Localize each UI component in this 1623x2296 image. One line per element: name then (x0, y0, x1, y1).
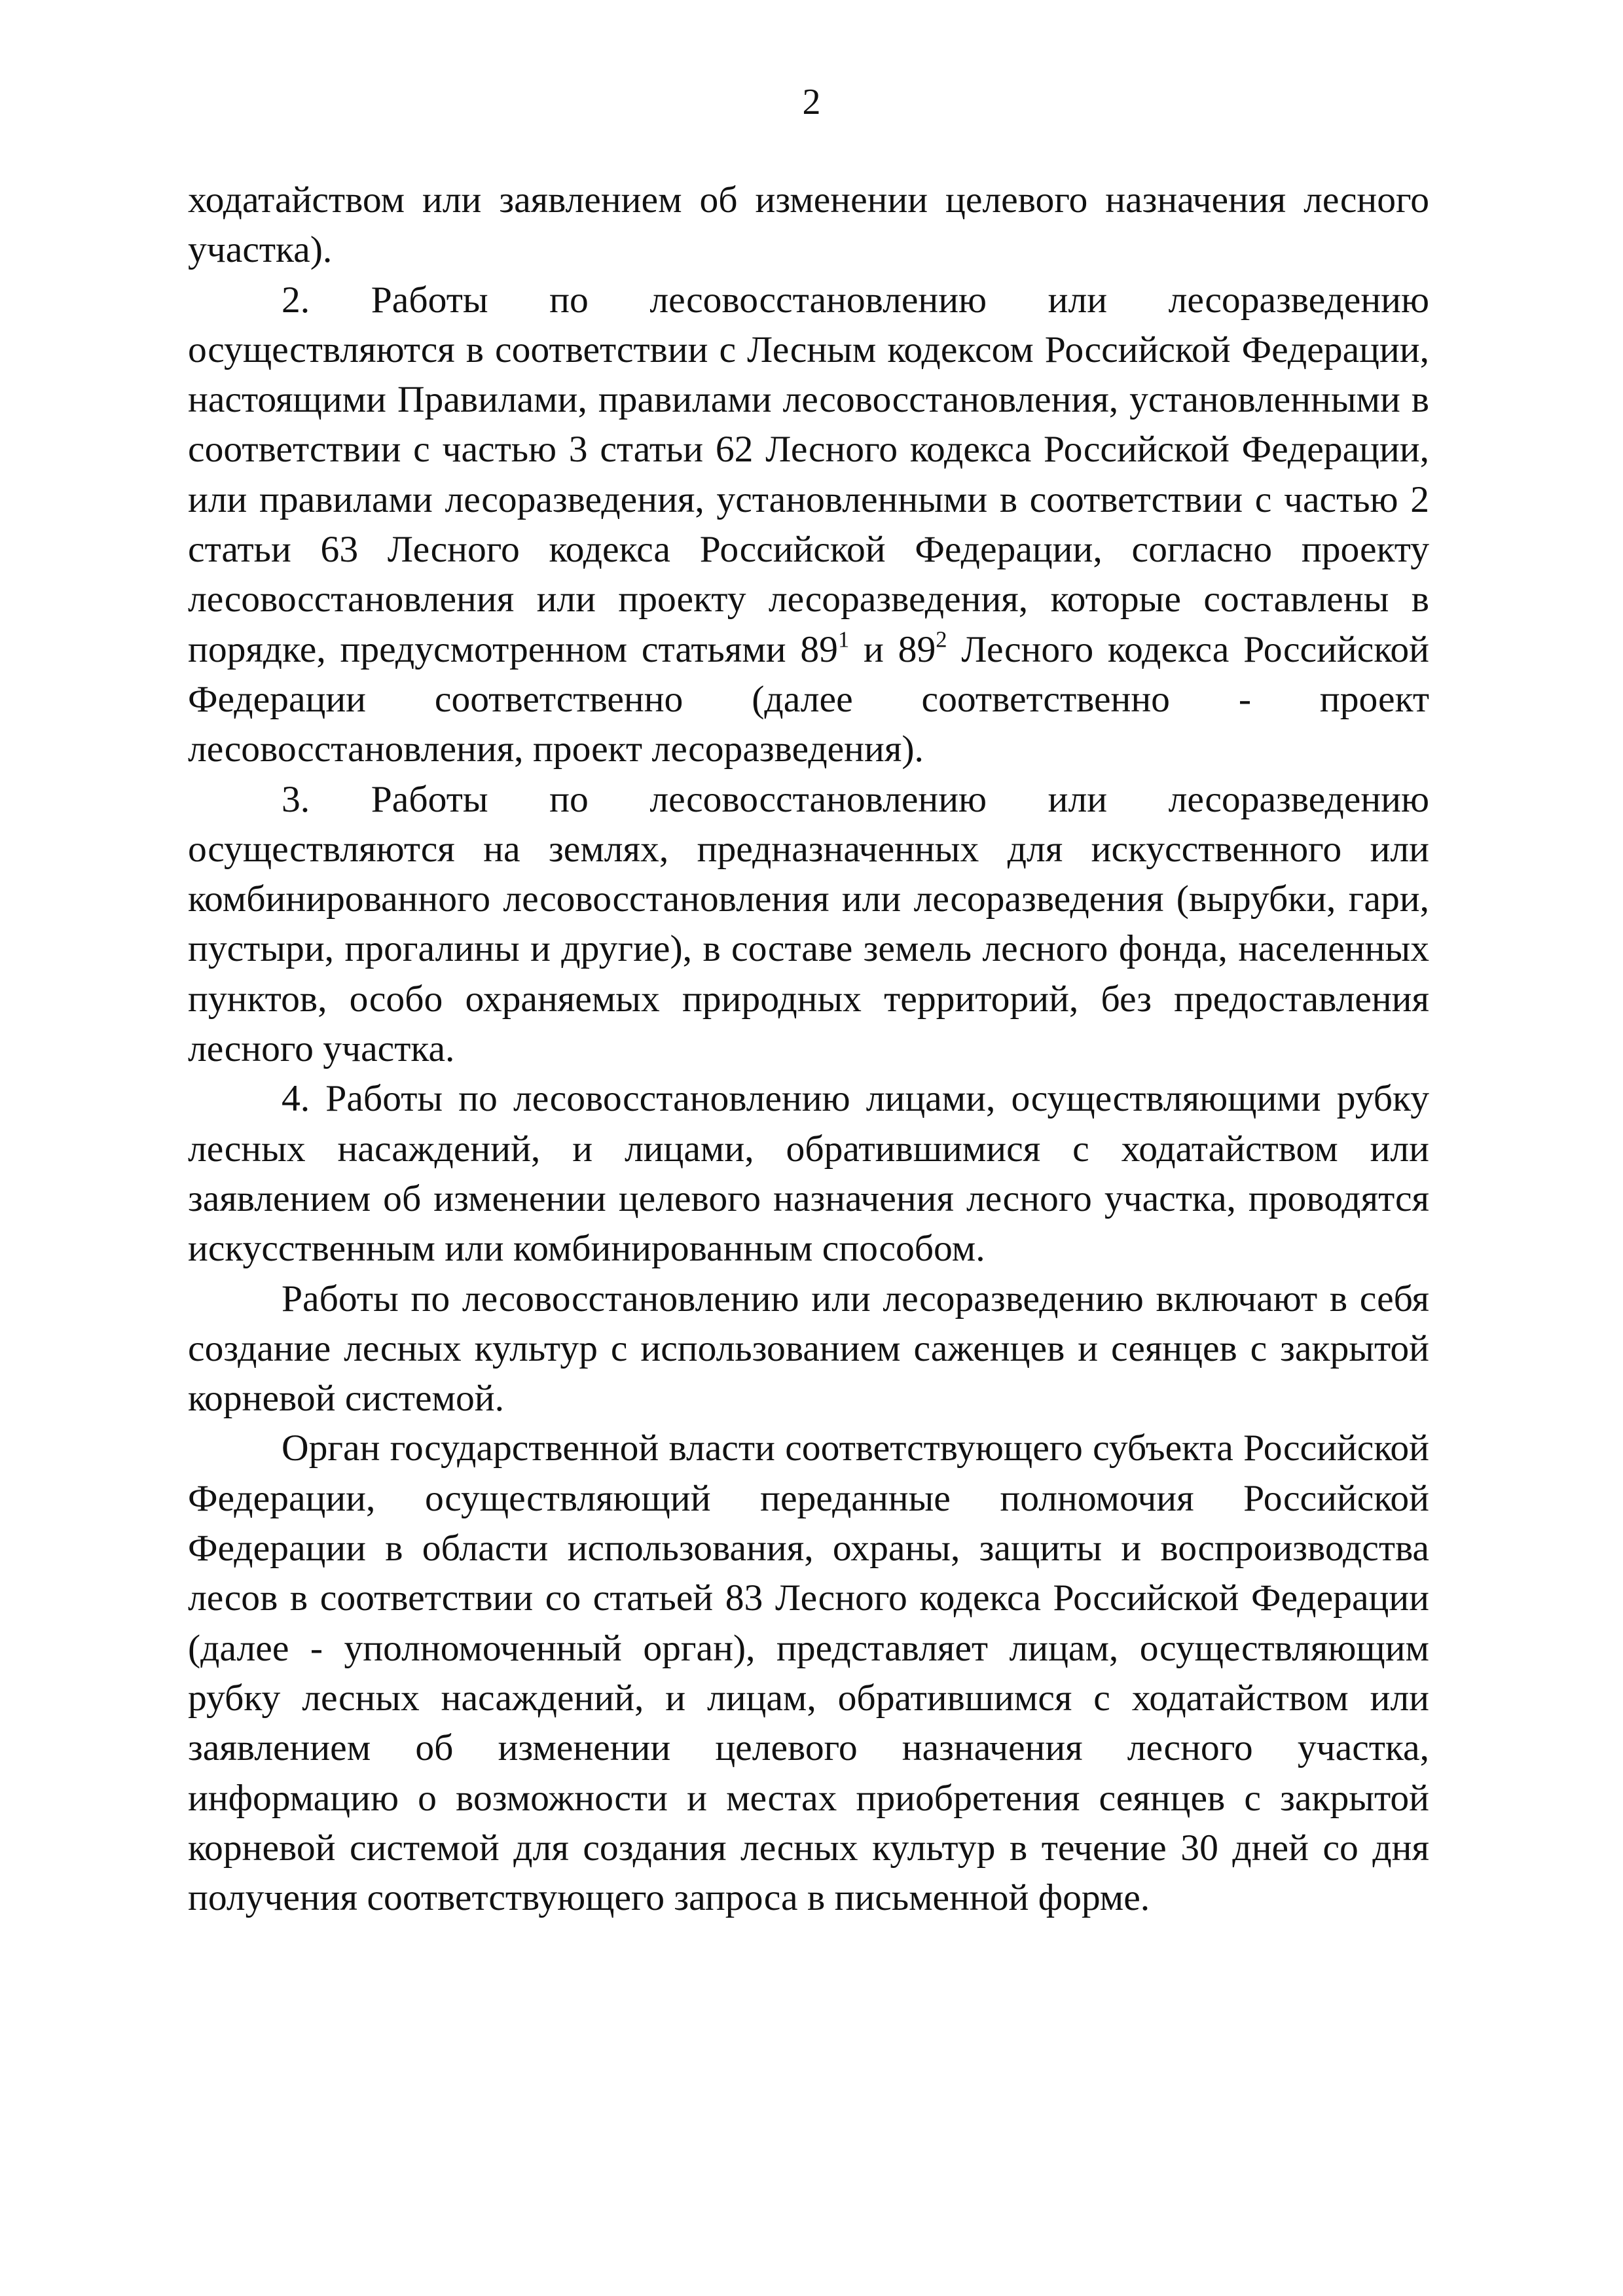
paragraph-4-authority: Орган государственной власти соответствующего субъекта Российской Федерации, осуществляющий переданные полномочия Российской Федерации в области использования, охраны, защиты и воспроизводства лесов в соответствии со статьей 83 Лесного кодекса Российской Федерации (далее - уполномоченный орган), представляет лицам, осуществляющим рубку лесных насаждений, и лицам, обратившимся с ходатайством или заявлением об изменении целевого назначения лесного участка, информацию о возможности и местах приобретения сеянцев с закрытой корневой системой для создания лесных культур в течение 30 дней со дня получения соответствующего запроса в письменной форме. (188, 1427, 1429, 1919)
paragraph-continuation: ходатайством или заявлением об изменении целевого назначения лесного участка). (188, 179, 1429, 271)
document-body (188, 175, 1429, 1923)
page-number: 2 (802, 82, 821, 122)
paragraph-2-text-c: Лесного кодекса Российской Федерации соответственно (далее соответственно - проект лесовосстановления, проект лесоразведения). (188, 628, 1429, 770)
paragraph-2-text-b: и 89 (849, 628, 936, 670)
paragraph-2-text-a: 2. Работы по лесовосстановлению или лесоразведению осуществляются в соответствии с Лесным кодексом Российской Федерации, настоящими Правилами, правилами лесовосстановления, установленными в соответствии с частью 3 статьи 62 Лесного кодекса Российской Федерации, или правилами лесоразведения, установленными в соответствии с частью 2 статьи 63 Лесного кодекса Российской Федерации, согласно проекту лесовосстановления или проекту лесоразведения, которые составлены в порядке, предусмотренном статьями 89 (188, 279, 1429, 670)
superscript-2: 2 (936, 627, 947, 653)
superscript-1: 1 (837, 627, 850, 653)
paragraph-4-works: Работы по лесовосстановлению или лесоразведению включают в себя создание лесных культур с использованием саженцев и сеянцев с закрытой корневой системой. (188, 1278, 1429, 1420)
paragraph-2 (188, 276, 1429, 775)
paragraph-4: 4. Работы по лесовосстановлению лицами, осуществляющими рубку лесных насаждений, и лицами, обратившимися с ходатайством или заявлением об изменении целевого назначения лесного участка, проводятся искусственным или комбинированным способом. (188, 1078, 1429, 1270)
paragraph-3: 3. Работы по лесовосстановлению или лесоразведению осуществляются на землях, предназначенных для искусственного или комбинированного лесовосстановления или лесоразведения (вырубки, гари, пустыри, прогалины и другие), в составе земель лесного фонда, населенных пунктов, особо охраняемых природных территорий, без предоставления лесного участка. (188, 778, 1429, 1070)
